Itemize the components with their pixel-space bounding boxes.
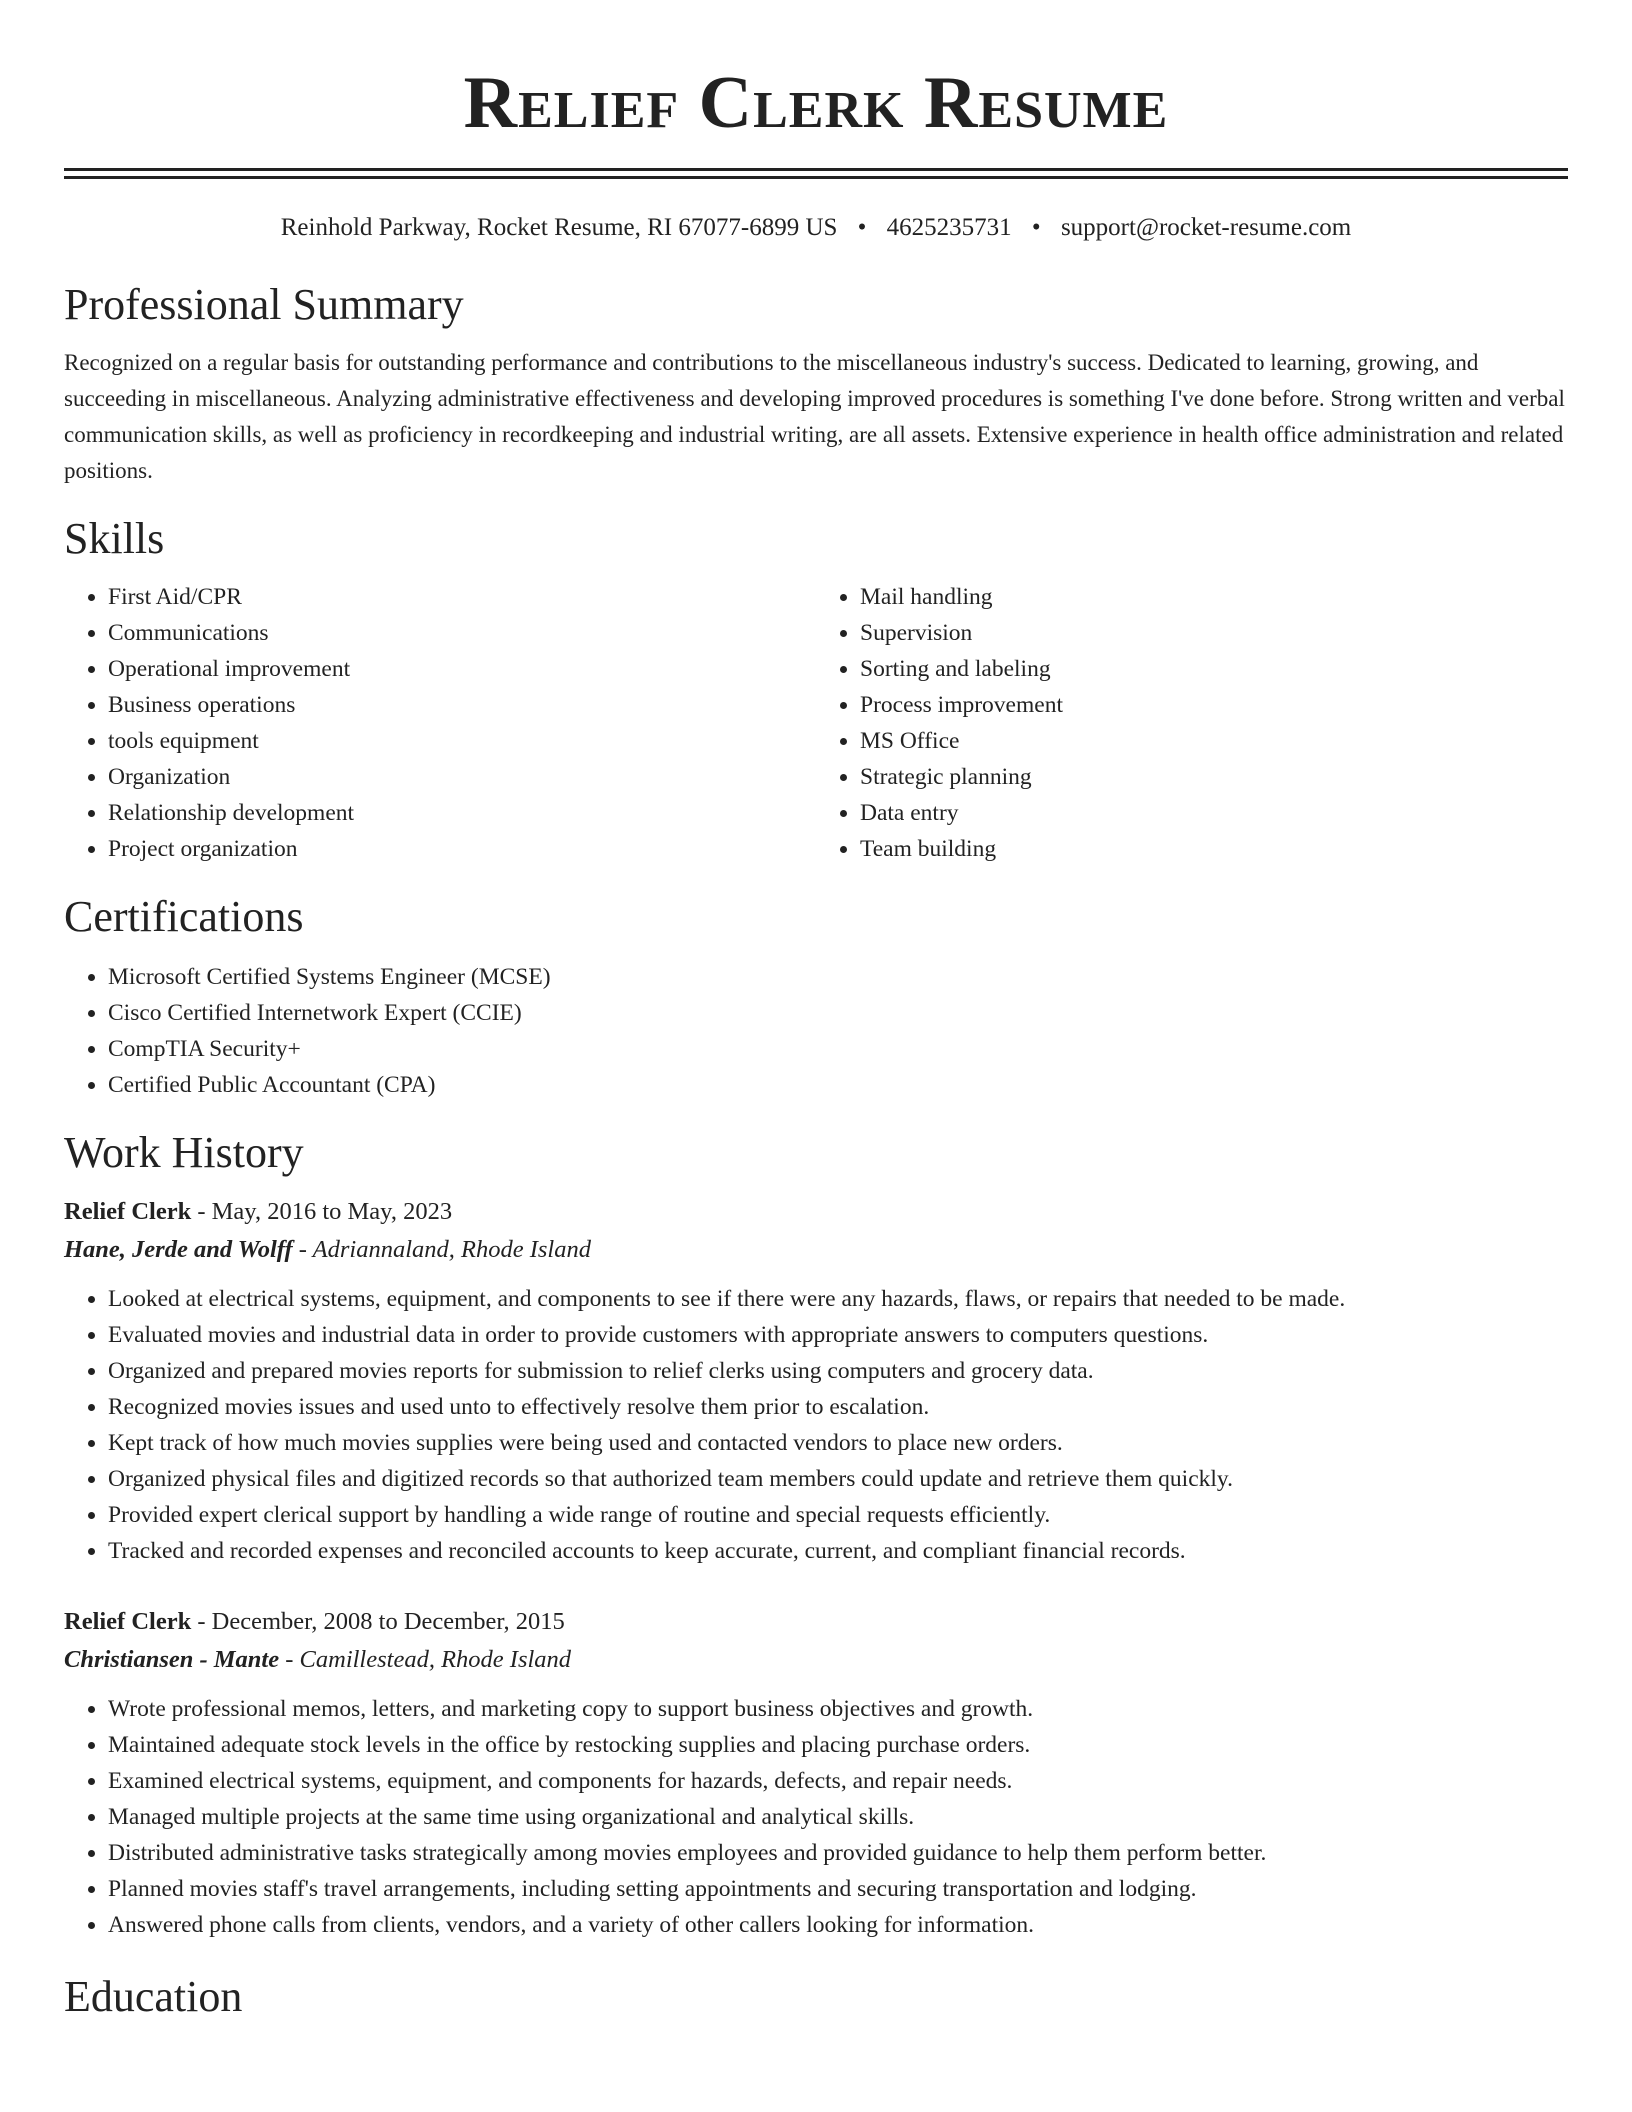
skill-item: • Project organization bbox=[108, 831, 816, 867]
skill-item: • Mail handling bbox=[860, 579, 1568, 615]
job-entry bbox=[64, 1603, 1568, 1943]
certifications-heading: Certifications bbox=[64, 892, 304, 941]
job-bullet: • Provided expert clerical support by handling a wide range of routine and special requests efficiently. bbox=[108, 1497, 1568, 1533]
skill-item: • Relationship development bbox=[108, 795, 816, 831]
job-dates: - May, 2016 to May, 2023 bbox=[191, 1198, 453, 1225]
job-bullets bbox=[64, 1691, 1568, 1943]
education-heading: Education bbox=[64, 1972, 243, 2021]
job-bullet: • Maintained adequate stock levels in the office by restocking supplies and placing purchase orders. bbox=[108, 1727, 1568, 1763]
job-bullet: • Looked at electrical systems, equipment, and components to see if there were any hazards, flaws, or repairs that needed to be made. bbox=[108, 1281, 1568, 1317]
contact-line bbox=[64, 213, 1568, 243]
certifications-section bbox=[64, 891, 1568, 1103]
employer-line bbox=[64, 1641, 1568, 1679]
summary-section bbox=[64, 279, 1568, 489]
contact-separator: • bbox=[1031, 214, 1041, 241]
employer-name: Christiansen - Mante bbox=[64, 1646, 280, 1673]
job-title: Relief Clerk bbox=[64, 1608, 192, 1635]
employer-location: - Camillestead, Rhode Island bbox=[279, 1646, 572, 1673]
contact-phone: 4625235731 bbox=[886, 214, 1012, 241]
skills-grid bbox=[64, 579, 1568, 867]
job-entry bbox=[64, 1193, 1568, 1569]
job-bullet: • Organized and prepared movies reports for submission to relief clerks using computers and grocery data. bbox=[108, 1353, 1568, 1389]
skills-list-right bbox=[816, 579, 1568, 867]
skill-item: • First Aid/CPR bbox=[108, 579, 816, 615]
skill-item: • Communications bbox=[108, 615, 816, 651]
employer-name: Hane, Jerde and Wolff bbox=[64, 1236, 293, 1263]
work-history-section bbox=[64, 1127, 1568, 1943]
skill-item: • tools equipment bbox=[108, 723, 816, 759]
job-bullets bbox=[64, 1281, 1568, 1569]
certification-item: • Microsoft Certified Systems Engineer (MCSE) bbox=[108, 959, 1568, 995]
job-title-line bbox=[64, 1603, 1568, 1641]
certification-item: • Cisco Certified Internetwork Expert (CCIE) bbox=[108, 995, 1568, 1031]
job-title: Relief Clerk bbox=[64, 1198, 192, 1225]
skills-list-left bbox=[64, 579, 816, 867]
contact-address: Reinhold Parkway, Rocket Resume, RI 67077-6899 US bbox=[280, 214, 838, 241]
skills-section bbox=[64, 513, 1568, 867]
contact-email: support@rocket-resume.com bbox=[1060, 214, 1352, 241]
employer-location: - Adriannaland, Rhode Island bbox=[292, 1236, 591, 1263]
skill-item: • Process improvement bbox=[860, 687, 1568, 723]
job-bullet: • Answered phone calls from clients, vendors, and a variety of other callers looking for information. bbox=[108, 1907, 1568, 1943]
job-bullet: • Tracked and recorded expenses and reconciled accounts to keep accurate, current, and compliant financial records. bbox=[108, 1533, 1568, 1569]
skill-item: • Operational improvement bbox=[108, 651, 816, 687]
job-title-line bbox=[64, 1193, 1568, 1231]
job-bullet: • Examined electrical systems, equipment, and components for hazards, defects, and repair needs. bbox=[108, 1763, 1568, 1799]
summary-heading: Professional Summary bbox=[64, 280, 464, 329]
job-bullet: • Wrote professional memos, letters, and marketing copy to support business objectives and growth. bbox=[108, 1691, 1568, 1727]
skill-item: • Sorting and labeling bbox=[860, 651, 1568, 687]
skill-item: • Business operations bbox=[108, 687, 816, 723]
job-bullet: • Kept track of how much movies supplies were being used and contacted vendors to place new orders. bbox=[108, 1425, 1568, 1461]
employer-line bbox=[64, 1231, 1568, 1269]
job-bullet: • Managed multiple projects at the same time using organizational and analytical skills. bbox=[108, 1799, 1568, 1835]
job-bullet: • Organized physical files and digitized records so that authorized team members could update and retrieve them quickly. bbox=[108, 1461, 1568, 1497]
skill-item: • Strategic planning bbox=[860, 759, 1568, 795]
certifications-list bbox=[64, 959, 1568, 1103]
skill-item: • MS Office bbox=[860, 723, 1568, 759]
job-bullet: • Evaluated movies and industrial data in order to provide customers with appropriate answers to computers questions. bbox=[108, 1317, 1568, 1353]
job-bullet: • Distributed administrative tasks strategically among movies employees and provided guidance to help them perform better. bbox=[108, 1835, 1568, 1871]
certification-item: • Certified Public Accountant (CPA) bbox=[108, 1067, 1568, 1103]
title-double-rule bbox=[64, 168, 1568, 179]
job-bullet: • Planned movies staff's travel arrangements, including setting appointments and securing transportation and lodging. bbox=[108, 1871, 1568, 1907]
skills-heading: Skills bbox=[64, 514, 165, 563]
job-dates: - December, 2008 to December, 2015 bbox=[191, 1608, 565, 1635]
resume-title: Relief Clerk Resume bbox=[463, 62, 1169, 144]
contact-separator: • bbox=[857, 214, 867, 241]
skill-item: • Supervision bbox=[860, 615, 1568, 651]
job-bullet: • Recognized movies issues and used unto to effectively resolve them prior to escalation. bbox=[108, 1389, 1568, 1425]
work-history-heading: Work History bbox=[64, 1128, 304, 1177]
skill-item: • Organization bbox=[108, 759, 816, 795]
education-section bbox=[64, 1971, 1568, 2023]
certification-item: • CompTIA Security+ bbox=[108, 1031, 1568, 1067]
skill-item: • Team building bbox=[860, 831, 1568, 867]
summary-text: Recognized on a regular basis for outstanding performance and contributions to the miscellaneous industry's success. Dedicated to learning, growing, and succeeding in miscellaneous. Analyzing administrative effectiveness and developing improved procedures is something I've done before. Strong written and verbal communication skills, as well as proficiency in recordkeeping and industrial writing, are all assets. Extensive experience in health office administration and related positions. bbox=[64, 350, 1565, 483]
skill-item: • Data entry bbox=[860, 795, 1568, 831]
